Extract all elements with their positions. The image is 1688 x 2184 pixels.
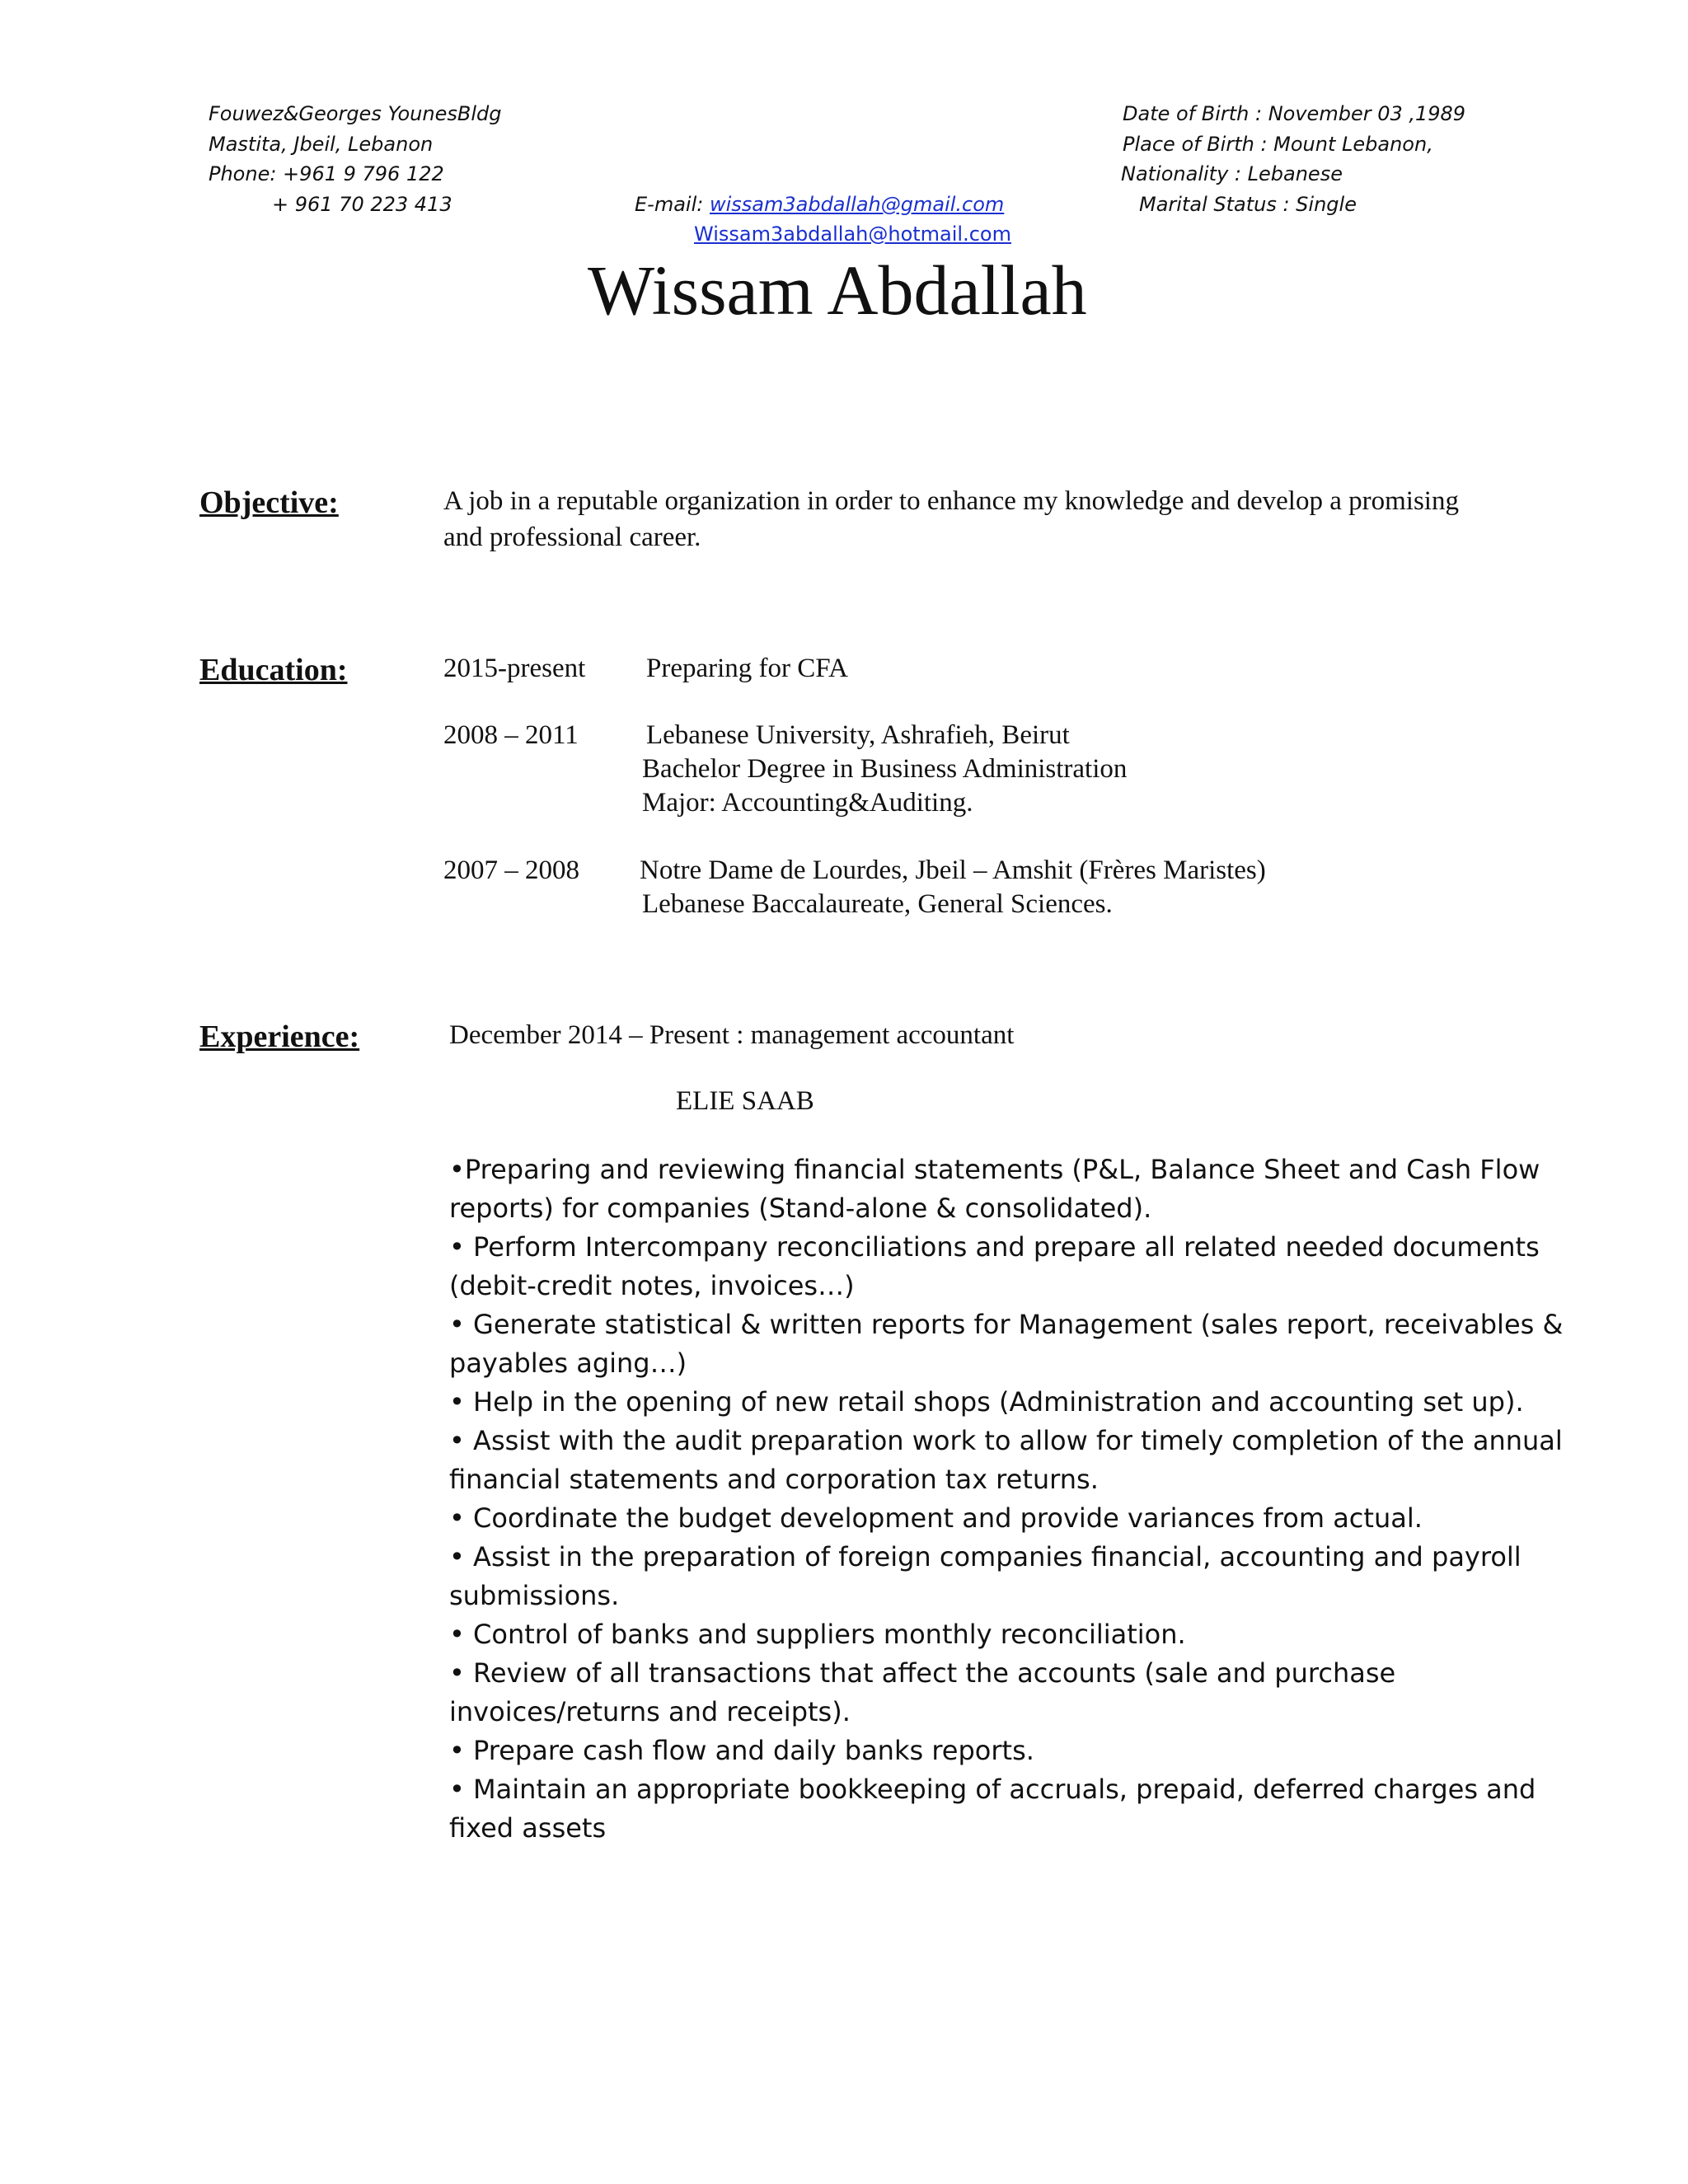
address-line-1: Fouwez&Georges YounesBldg bbox=[209, 102, 502, 125]
education-detail: Major: Accounting&Auditing. bbox=[642, 788, 973, 818]
objective-heading: Objective: bbox=[199, 485, 339, 520]
email-link-gmail[interactable]: wissam3abdallah@gmail.com bbox=[709, 193, 1005, 216]
email-label: E-mail: bbox=[635, 193, 710, 216]
objective-line-1: A job in a reputable organization in order to enhance my knowledge and develop a promising bbox=[443, 486, 1459, 516]
marital-status: Marital Status : Single bbox=[1139, 193, 1357, 216]
education-years: 2008 – 2011 bbox=[443, 720, 579, 750]
responsibility-line: • Control of banks and suppliers monthly reconciliation. bbox=[449, 1619, 1186, 1650]
experience-heading: Experience: bbox=[199, 1019, 360, 1054]
date-of-birth: Date of Birth : November 03 ,1989 bbox=[1123, 102, 1466, 125]
education-heading: Education: bbox=[199, 653, 348, 687]
place-of-birth: Place of Birth : Mount Lebanon, bbox=[1123, 133, 1433, 156]
responsibility-line: • Assist with the audit preparation work to allow for timely completion of the annual bbox=[449, 1425, 1563, 1456]
responsibility-line: • Review of all transactions that affect the accounts (sale and purchase bbox=[449, 1657, 1396, 1689]
responsibility-list bbox=[449, 1151, 1563, 1848]
education-detail: Lebanese University, Ashrafieh, Beirut bbox=[646, 720, 1070, 750]
objective-line-2: and professional career. bbox=[443, 523, 701, 552]
responsibility-line: submissions. bbox=[449, 1580, 620, 1611]
responsibility-line: • Help in the opening of new retail shops (Administration and accounting set up). bbox=[449, 1386, 1524, 1418]
education-detail: Preparing for CFA bbox=[646, 654, 849, 683]
responsibility-line: • Generate statistical & written reports for Management (sales report, receivables & bbox=[449, 1309, 1564, 1340]
company-name: ELIE SAAB bbox=[676, 1086, 814, 1116]
responsibility-line: • Maintain an appropriate bookkeeping of accruals, prepaid, deferred charges and bbox=[449, 1774, 1536, 1805]
responsibility-line: • Assist in the preparation of foreign companies financial, accounting and payroll bbox=[449, 1541, 1522, 1572]
responsibility-line: fixed assets bbox=[449, 1812, 607, 1844]
responsibility-line: (debit-credit notes, invoices…) bbox=[449, 1270, 855, 1301]
education-detail: Notre Dame de Lourdes, Jbeil – Amshit (Frères Maristes) bbox=[640, 855, 1266, 885]
responsibility-line: financial statements and corporation tax returns. bbox=[449, 1464, 1099, 1495]
email-row bbox=[635, 190, 1004, 219]
candidate-name: Wissam Abdallah bbox=[588, 251, 1087, 330]
address-line-2: Mastita, Jbeil, Lebanon bbox=[209, 133, 434, 156]
responsibility-line: • Perform Intercompany reconciliations and prepare all related needed documents bbox=[449, 1231, 1540, 1263]
responsibility-line: invoices/returns and receipts). bbox=[449, 1696, 851, 1727]
responsibility-line: •Preparing and reviewing financial statements (P&L, Balance Sheet and Cash Flow bbox=[449, 1154, 1540, 1185]
responsibility-line: • Prepare cash flow and daily banks reports. bbox=[449, 1735, 1034, 1766]
phone-line-2: + 961 70 223 413 bbox=[272, 193, 452, 216]
responsibility-line: • Coordinate the budget development and provide variances from actual. bbox=[449, 1502, 1423, 1534]
responsibility-line: reports) for companies (Stand-alone & consolidated). bbox=[449, 1193, 1152, 1224]
education-years: 2015-present bbox=[443, 654, 586, 683]
responsibility-line: payables aging…) bbox=[449, 1347, 687, 1379]
education-detail: Lebanese Baccalaureate, General Sciences. bbox=[642, 889, 1113, 919]
phone-line-1: Phone: +961 9 796 122 bbox=[209, 162, 444, 185]
job-title: December 2014 – Present : management accountant bbox=[449, 1020, 1015, 1050]
education-detail: Bachelor Degree in Business Administration bbox=[642, 754, 1128, 784]
email-link-hotmail[interactable]: Wissam3abdallah@hotmail.com bbox=[694, 223, 1011, 246]
nationality: Nationality : Lebanese bbox=[1121, 162, 1343, 185]
email-row-2 bbox=[694, 219, 1011, 249]
education-years: 2007 – 2008 bbox=[443, 855, 579, 885]
